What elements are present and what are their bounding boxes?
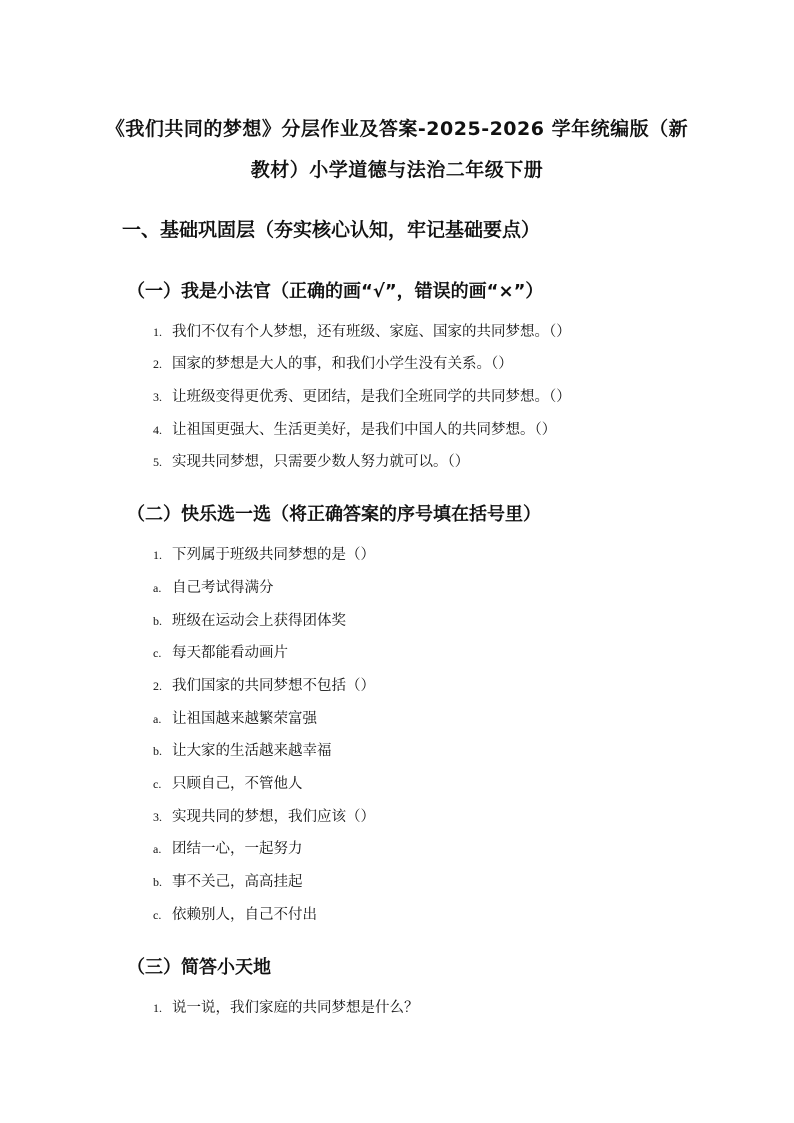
judge-item-5 (153, 450, 469, 471)
item-text: 实现共同的梦想，我们应该（） (172, 809, 375, 825)
short-answer-item-1 (153, 996, 419, 1017)
item-text: 我们不仅有个人梦想，还有班级、家庭、国家的共同梦想。（） (172, 324, 571, 340)
choice-option (153, 576, 274, 597)
item-number: 2. (153, 679, 162, 693)
option-letter: b. (153, 875, 162, 889)
option-text: 自己考试得满分 (172, 580, 274, 596)
option-text: 让祖国越来越繁荣富强 (172, 711, 317, 727)
option-text: 依赖别人，自己不付出 (172, 907, 317, 923)
item-number: 5. (153, 455, 162, 469)
choice-option (153, 707, 317, 728)
option-text: 团结一心，一起努力 (172, 841, 303, 857)
choice-option (153, 837, 303, 858)
choice-question-3 (153, 805, 375, 826)
option-letter: a. (153, 712, 162, 726)
choice-option (153, 641, 288, 662)
part-heading-short-answer: （三）简答小天地 (127, 957, 271, 978)
choice-question-1 (153, 543, 375, 564)
judge-item-1 (153, 320, 571, 341)
part-heading-choice: （二）快乐选一选（将正确答案的序号填在括号里） (127, 504, 541, 525)
item-text: 让班级变得更优秀、更团结，是我们全班同学的共同梦想。（） (172, 389, 571, 405)
choice-option (153, 870, 303, 891)
item-text: 让祖国更强大、生活更美好，是我们中国人的共同梦想。（） (172, 422, 557, 438)
item-text: 我们国家的共同梦想不包括（） (172, 678, 375, 694)
item-number: 4. (153, 423, 162, 437)
choice-option (153, 609, 346, 630)
judge-item-3 (153, 385, 571, 406)
option-letter: c. (153, 777, 162, 791)
part-heading-judge: （一）我是小法官（正确的画“√”，错误的画“×”） (127, 281, 544, 302)
item-number: 3. (153, 810, 162, 824)
item-number: 2. (153, 357, 162, 371)
option-text: 班级在运动会上获得团体奖 (172, 613, 346, 629)
option-letter: b. (153, 744, 162, 758)
option-letter: c. (153, 646, 162, 660)
choice-option (153, 739, 332, 760)
item-text: 国家的梦想是大人的事，和我们小学生没有关系。（） (172, 356, 513, 372)
option-text: 每天都能看动画片 (172, 645, 288, 661)
option-letter: c. (153, 908, 162, 922)
item-text: 实现共同梦想，只需要少数人努力就可以。（） (172, 454, 470, 470)
item-number: 1. (153, 548, 162, 562)
section-heading-basic: 一、基础巩固层（夯实核心认知，牢记基础要点） (122, 219, 541, 241)
judge-item-4 (153, 418, 556, 439)
choice-option (153, 903, 317, 924)
option-letter: a. (153, 581, 162, 595)
choice-option (153, 772, 303, 793)
item-number: 1. (153, 325, 162, 339)
item-text: 说一说，我们家庭的共同梦想是什么？ (172, 1000, 419, 1016)
option-text: 事不关己，高高挂起 (172, 874, 303, 890)
option-letter: a. (153, 842, 162, 856)
item-number: 1. (153, 1001, 162, 1015)
item-number: 3. (153, 390, 162, 404)
document-title-line2: 教材）小学道德与法治二年级下册 (250, 159, 544, 181)
option-text: 让大家的生活越来越幸福 (172, 743, 332, 759)
item-text: 下列属于班级共同梦想的是（） (172, 547, 375, 563)
option-text: 只顾自己，不管他人 (172, 776, 303, 792)
choice-question-2 (153, 674, 375, 695)
option-letter: b. (153, 614, 162, 628)
judge-item-2 (153, 352, 513, 373)
document-title-line1: 《我们共同的梦想》分层作业及答案-2025-2026 学年统编版（新 (105, 118, 689, 140)
